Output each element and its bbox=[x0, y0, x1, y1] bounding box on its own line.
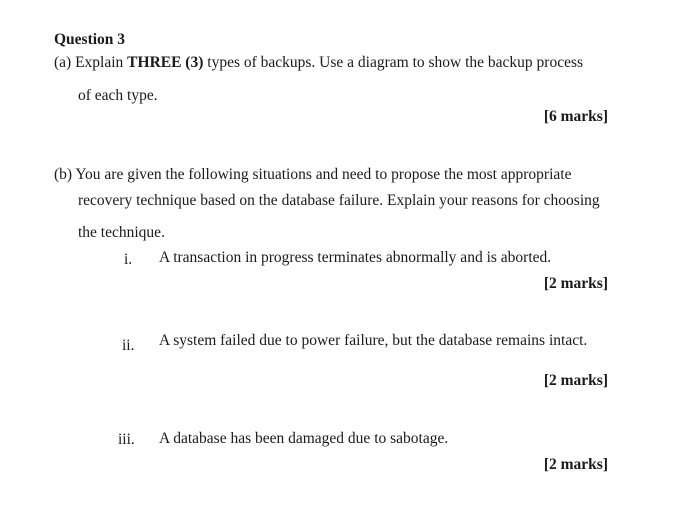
part-b-line-3: the technique. bbox=[78, 224, 165, 241]
item-iii-numeral: iii. bbox=[118, 431, 135, 448]
part-a-marks: [6 marks] bbox=[543, 108, 608, 125]
item-ii-marks: [2 marks] bbox=[543, 372, 608, 389]
part-b-line-2: recovery technique based on the database failure. Explain your reasons for choosing bbox=[78, 192, 600, 209]
part-a-line-2: of each type. bbox=[78, 87, 158, 104]
item-ii-numeral: ii. bbox=[122, 337, 135, 354]
part-a-text-pre: Explain bbox=[75, 54, 128, 71]
item-iii-text: A database has been damaged due to sabotage. bbox=[159, 430, 449, 447]
part-a-text-bold: THREE (3) bbox=[127, 54, 204, 71]
item-i-numeral: i. bbox=[124, 251, 133, 268]
part-b-text-1: You are given the following situations and need to propose the most appropriate bbox=[75, 166, 572, 183]
part-b-label: (b) bbox=[54, 166, 73, 183]
part-a-label: (a) bbox=[54, 54, 72, 71]
question-title: Question 3 bbox=[54, 31, 126, 48]
part-b-line-1 bbox=[54, 166, 571, 184]
item-i-text: A transaction in progress terminates abnormally and is aborted. bbox=[159, 249, 552, 266]
item-i-marks: [2 marks] bbox=[543, 275, 608, 292]
part-a-line-1 bbox=[54, 54, 583, 72]
part-a-text-post: types of backups. Use a diagram to show the backup process bbox=[203, 54, 584, 71]
item-ii-text: A system failed due to power failure, but the database remains intact. bbox=[159, 332, 588, 349]
item-iii-marks: [2 marks] bbox=[543, 456, 608, 473]
